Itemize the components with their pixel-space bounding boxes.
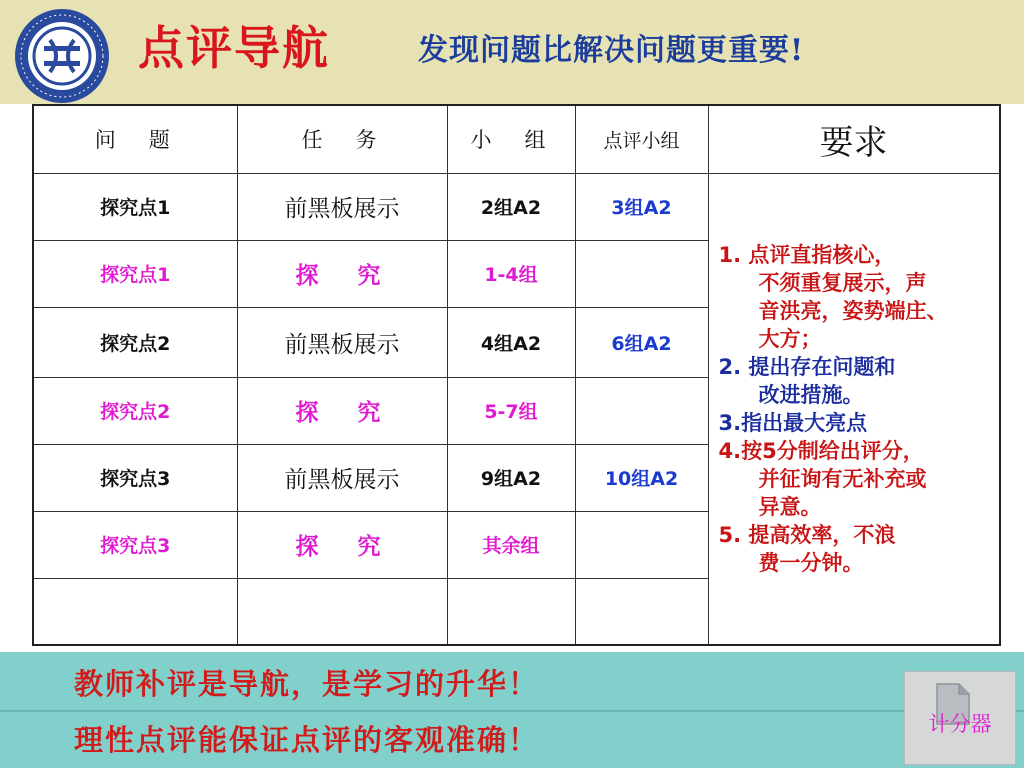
- cell-review: [575, 377, 708, 444]
- cell-task: 探 究: [237, 377, 447, 444]
- table-header-row: [33, 105, 1000, 173]
- cell-problem: 探究点1: [33, 173, 237, 240]
- cell-problem: 探究点2: [33, 377, 237, 444]
- requirement-3: 3.指出最大亮点: [718, 410, 868, 435]
- header-problem: 问 题: [33, 105, 237, 173]
- requirement-2-cont: 改进措施。: [758, 382, 864, 407]
- cell-review: 3组A2: [575, 173, 708, 240]
- requirement-4-cont: 异意。: [758, 494, 822, 519]
- page-title: 点评导航: [138, 21, 330, 75]
- cell-review: [575, 511, 708, 578]
- cell-group: 其余组: [447, 511, 575, 578]
- header-review-group: 点评小组: [575, 105, 708, 173]
- cell-problem: [33, 578, 237, 645]
- cell-task: 探 究: [237, 240, 447, 307]
- page-subtitle: 发现问题比解决问题更重要!: [418, 33, 805, 68]
- requirement-5: 5. 提高效率，不浪: [718, 522, 896, 547]
- cell-group: 4组A2: [447, 307, 575, 377]
- cell-group: 9组A2: [447, 444, 575, 511]
- requirement-1-cont: 音洪亮，姿势端庄、: [758, 298, 948, 323]
- requirement-1-cont: 不须重复展示，声: [758, 270, 927, 295]
- requirement-1: 1. 点评直指核心，: [718, 242, 896, 267]
- header-task: 任 务: [237, 105, 447, 173]
- cell-group: 1-4组: [447, 240, 575, 307]
- cell-review: 6组A2: [575, 307, 708, 377]
- cell-review: 10组A2: [575, 444, 708, 511]
- requirement-4-cont: 并征询有无补充或: [758, 466, 927, 491]
- header-requirements: 要求: [708, 105, 1000, 173]
- requirements-list: [709, 241, 999, 577]
- footer-divider: [0, 710, 1024, 712]
- requirement-4: 4.按5分制给出评分，: [718, 438, 924, 463]
- requirement-2: 2. 提出存在问题和: [718, 354, 896, 379]
- cell-group: 2组A2: [447, 173, 575, 240]
- table-row: [33, 173, 1000, 240]
- cell-task: 前黑板展示: [237, 307, 447, 377]
- cell-review: [575, 240, 708, 307]
- requirement-5-cont: 费一分钟。: [758, 550, 864, 575]
- review-table: [32, 104, 1001, 646]
- cell-problem: 探究点3: [33, 444, 237, 511]
- cell-task: 前黑板展示: [237, 444, 447, 511]
- cell-problem: 探究点2: [33, 307, 237, 377]
- school-logo: [6, 6, 118, 106]
- cell-group: 5-7组: [447, 377, 575, 444]
- cell-task: 前黑板展示: [237, 173, 447, 240]
- scorer-label: 计分器: [928, 712, 992, 736]
- requirement-1-cont: 大方；: [758, 326, 822, 351]
- footer-quote-2: 理性点评能保证点评的客观准确！: [74, 723, 540, 757]
- scorer-button[interactable]: [904, 671, 1016, 765]
- requirements-cell: [708, 173, 1000, 645]
- cell-problem: 探究点1: [33, 240, 237, 307]
- cell-problem: 探究点3: [33, 511, 237, 578]
- cell-review: [575, 578, 708, 645]
- cell-group: [447, 578, 575, 645]
- cell-task: 探 究: [237, 511, 447, 578]
- header-group: 小 组: [447, 105, 575, 173]
- footer-quote-1: 教师补评是导航，是学习的升华！: [74, 667, 540, 701]
- cell-task: [237, 578, 447, 645]
